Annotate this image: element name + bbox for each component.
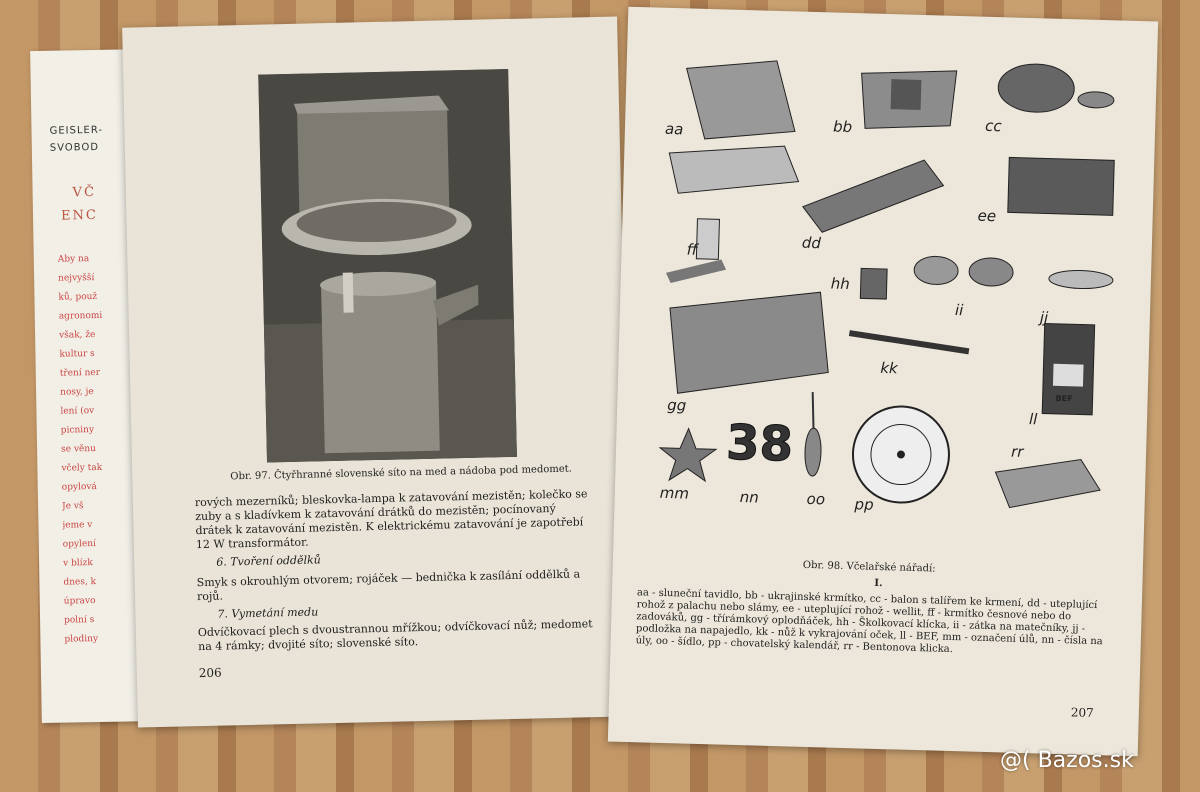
jacket-text-line: opylová — [61, 482, 97, 493]
label-hh: hh — [830, 274, 850, 294]
jacket-text-line: plodiny — [64, 634, 99, 645]
number-38: 38 — [725, 414, 794, 473]
jacket-text-line: picniny — [60, 425, 95, 436]
label-jj: jj — [1039, 308, 1049, 327]
section-numeral: I. — [874, 577, 883, 590]
jacket-text-line: Je vš — [62, 501, 84, 512]
bazos-watermark: @( Bazos.sk — [1000, 748, 1134, 773]
bottle-label: BEF — [1055, 393, 1073, 404]
heading-7: 7. Vymetání medu — [217, 605, 319, 621]
jacket-text-line: opylení — [62, 539, 97, 550]
jacket-text-line: nosy, je — [60, 387, 94, 398]
paragraph-1: rových mezerníků; bleskovka-lampa k zatavování mezistěn; kolečko se zuby a s kladívkem k zatavování drátků do mezistěn; pocínovaný drátek k zatavování mezistěn. K elektrickému zatavování je zapotřebí 12 W transformátor. — [194, 487, 588, 552]
label-ff: ff — [686, 240, 698, 259]
label-cc: cc — [984, 116, 1002, 136]
label-kk: kk — [880, 358, 898, 378]
jacket-title-1: VČ — [72, 184, 97, 201]
label-rr: rr — [1010, 442, 1024, 461]
jacket-author-1: GEISLER- — [49, 124, 104, 137]
photo-caption: Obr. 97. Čtyřhranné slovenské síto na med a nádoba pod medomet. — [230, 463, 573, 483]
jacket-text-line: dnes, k — [63, 577, 97, 588]
page-number-207: 207 — [1070, 705, 1094, 721]
jacket-author-2: SVOBOD — [49, 141, 100, 154]
figure-caption: Obr. 98. Včelařské nářadí: — [802, 559, 936, 575]
jacket-text-line: včely tak — [61, 462, 103, 474]
label-mm: mm — [659, 483, 690, 503]
jacket-text-line: Aby na — [57, 254, 90, 265]
jacket-text-line: agronomi — [58, 310, 103, 322]
label-pp: pp — [854, 495, 874, 514]
paragraph-6: Smyk s okrouhlým otvorem; rojáček — bednička k zasílání oddělků a rojů. — [196, 567, 581, 604]
label-gg: gg — [667, 395, 687, 415]
label-ll: ll — [1028, 410, 1038, 429]
jacket-text-line: však, že — [59, 330, 96, 341]
jacket-text-line: ků, použ — [58, 291, 98, 303]
label-dd: dd — [801, 233, 822, 253]
figure-legend: aa - sluneční tavidlo, bb - ukrajinské krmítko, cc - balon s talířem ke krmení, dd - uteplující rohož z palachu nebo slámy, ee - uteplující rohož - wellit, ff - krmítko česnové nebo do zadováků, gg - třírámkový oplodňáček, hh - Školkovací klícka, ii - zátka na matečníky, jj - podložka na napajedlo, kk - nůž k vykrajování oček, ll - BEF, mm - označení úlů, nn - čísla na úly, oo - šídlo, pp - chovatelský kalendář, rr - Bentonova klicka. — [635, 587, 1103, 656]
jacket-text-line: lení (ov — [60, 406, 95, 417]
label-ii: ii — [954, 300, 964, 320]
label-aa: aa — [664, 119, 684, 139]
left-page — [122, 16, 633, 727]
jacket-title-2: ENC — [60, 207, 98, 224]
jacket-text-line: se věnu — [61, 444, 96, 455]
jacket-text-line: nejvyšší — [58, 273, 95, 284]
jacket-text-line: polní s — [64, 615, 95, 626]
paragraph-7: Odvíčkovací plech s dvoustrannou mřížkou; odvíčkovací nůž; medomet na 4 rámky; dvojité síto; slovenské síto. — [197, 617, 593, 654]
jacket-text-line: jeme v — [62, 520, 93, 531]
jacket-text-line: v blízk — [63, 558, 93, 569]
label-nn: nn — [739, 488, 759, 507]
jacket-text-line: kultur s — [59, 349, 95, 360]
jacket-text-line: tření ner — [59, 367, 101, 379]
sieve-photo — [258, 69, 517, 463]
page-number-206: 206 — [198, 665, 222, 681]
heading-6: 6. Tvoření oddělků — [216, 553, 321, 569]
jacket-text-line: úpravo — [63, 596, 96, 607]
label-bb: bb — [832, 117, 853, 137]
right-page — [608, 7, 1158, 757]
label-oo: oo — [806, 489, 826, 509]
tools-illustration — [614, 7, 1158, 532]
label-ee: ee — [977, 206, 997, 226]
